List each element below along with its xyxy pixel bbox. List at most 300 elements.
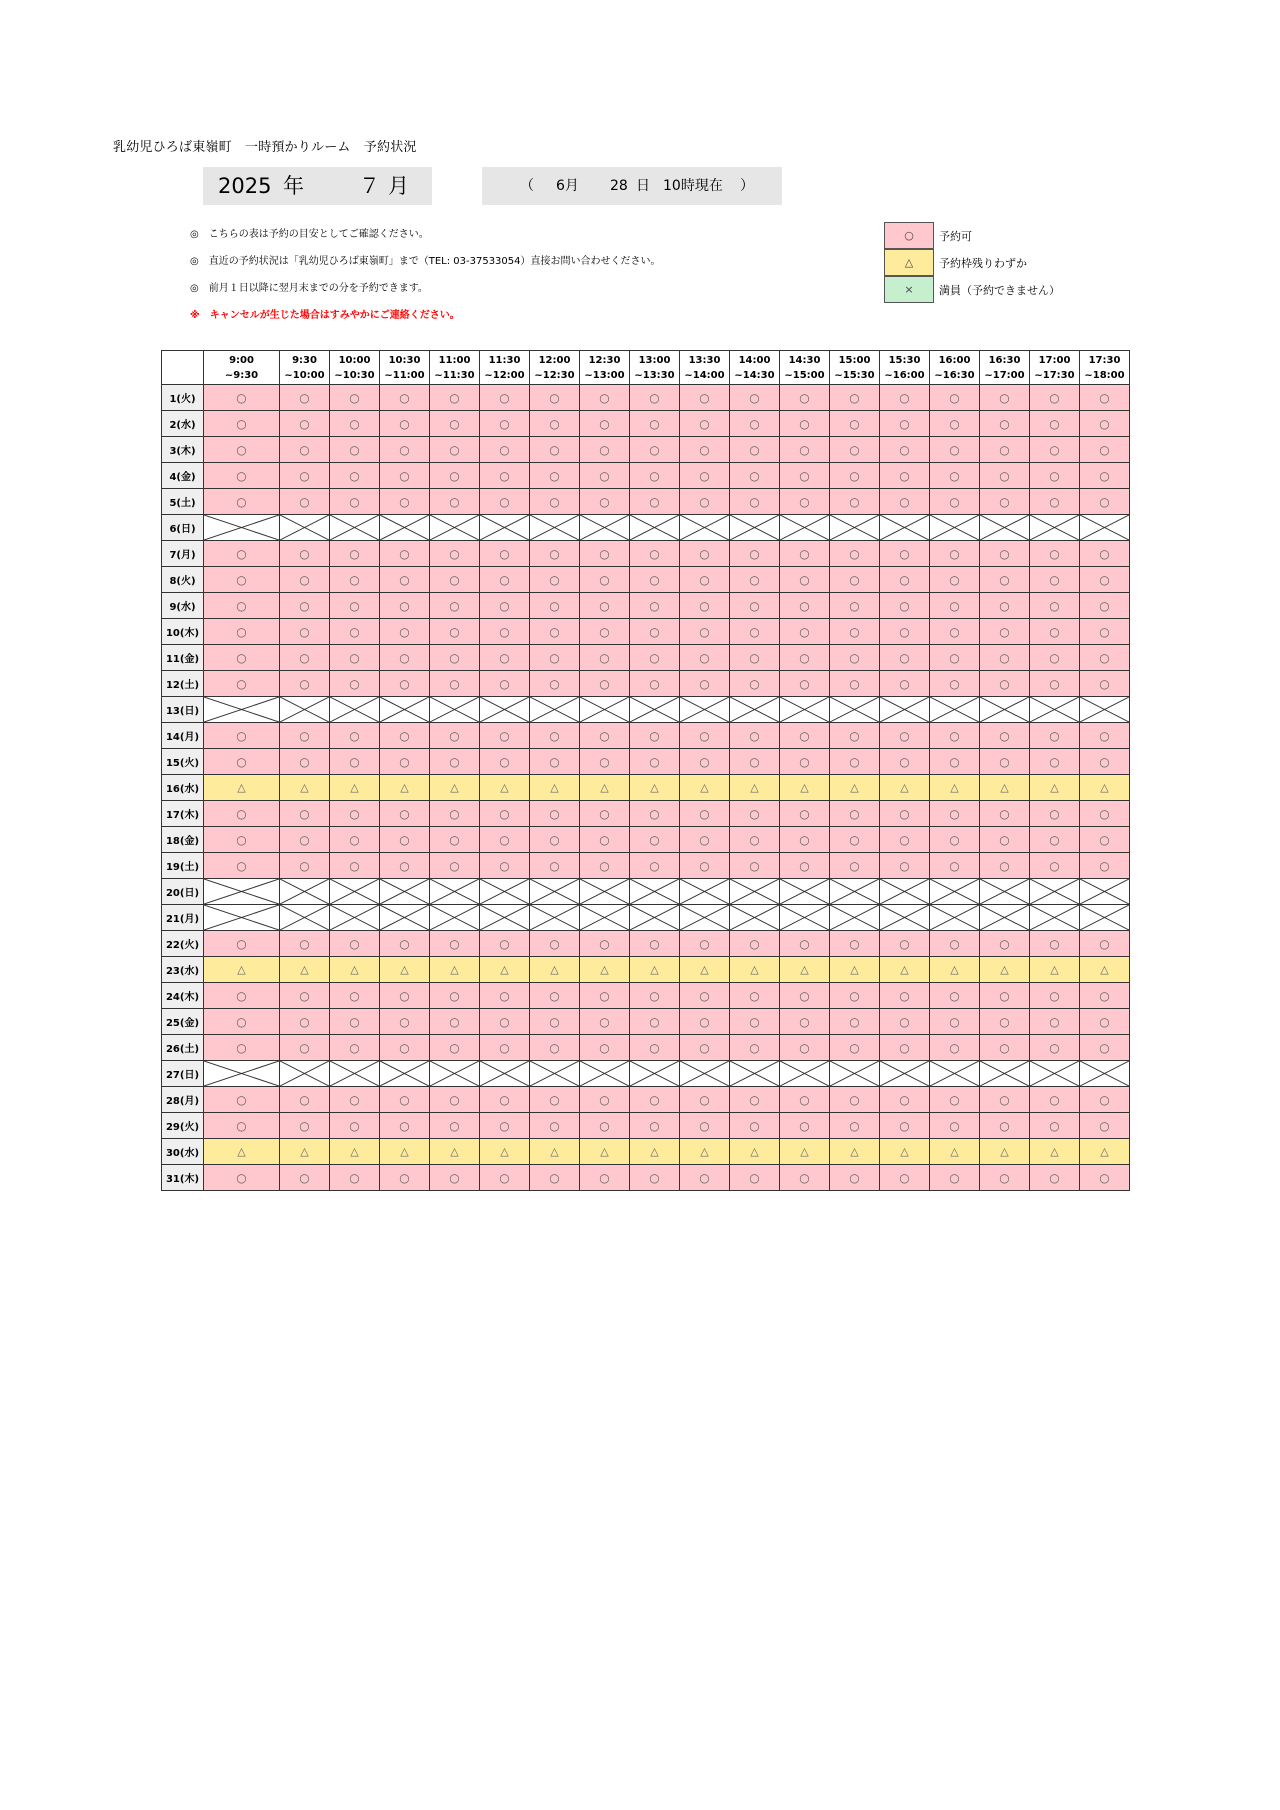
available-cell: ○ [1080, 1165, 1130, 1191]
available-cell: ○ [930, 1113, 980, 1139]
available-cell: ○ [880, 671, 930, 697]
available-cell: ○ [780, 489, 830, 515]
day-row [162, 853, 1130, 879]
available-cell: ○ [680, 931, 730, 957]
closed-cell [880, 515, 930, 541]
available-cell: ○ [530, 437, 580, 463]
closed-cell [480, 879, 530, 905]
reservation-body [162, 385, 1130, 1191]
closed-cell [430, 905, 480, 931]
few-left-cell: △ [930, 1139, 980, 1165]
available-cell: ○ [380, 567, 430, 593]
available-cell: ○ [380, 671, 430, 697]
day-row [162, 437, 1130, 463]
available-cell: ○ [680, 567, 730, 593]
day-label: 13(日) [162, 697, 204, 723]
available-cell: ○ [730, 1035, 780, 1061]
available-cell: ○ [930, 1087, 980, 1113]
cross-icon [730, 515, 779, 540]
available-cell: ○ [430, 541, 480, 567]
cross-icon [480, 515, 529, 540]
few-left-cell: △ [680, 957, 730, 983]
available-cell: ○ [380, 853, 430, 879]
available-cell: ○ [280, 411, 330, 437]
available-cell: ○ [680, 463, 730, 489]
cross-icon [1080, 697, 1129, 722]
available-cell: ○ [330, 1113, 380, 1139]
cross-icon [1030, 1061, 1079, 1086]
time-slot-start: 16:30 [988, 354, 1021, 366]
few-left-cell: △ [780, 775, 830, 801]
available-cell: ○ [580, 1113, 630, 1139]
few-left-cell: △ [204, 1139, 280, 1165]
few-left-cell: △ [1030, 775, 1080, 801]
day-row [162, 489, 1130, 515]
available-cell: ○ [1080, 749, 1130, 775]
closed-cell [330, 905, 380, 931]
closed-cell [430, 1061, 480, 1087]
cross-icon [930, 905, 979, 930]
available-cell: ○ [930, 619, 980, 645]
day-label: 1(火) [162, 385, 204, 411]
available-cell: ○ [380, 801, 430, 827]
cross-icon [730, 879, 779, 904]
available-cell: ○ [1030, 1035, 1080, 1061]
available-cell: ○ [980, 489, 1030, 515]
cross-icon [430, 1061, 479, 1086]
closed-cell [680, 697, 730, 723]
cross-icon [930, 879, 979, 904]
available-cell: ○ [580, 1165, 630, 1191]
available-cell: ○ [880, 801, 930, 827]
notes-list [190, 228, 661, 336]
time-slot-start: 11:30 [488, 354, 521, 366]
available-cell: ○ [430, 1035, 480, 1061]
available-cell: ○ [880, 931, 930, 957]
available-cell: ○ [880, 385, 930, 411]
available-cell: ○ [480, 1009, 530, 1035]
available-cell: ○ [780, 463, 830, 489]
closed-cell [880, 879, 930, 905]
day-row [162, 619, 1130, 645]
available-cell: ○ [680, 827, 730, 853]
available-cell: ○ [1030, 489, 1080, 515]
cross-icon [430, 905, 479, 930]
available-cell: ○ [480, 931, 530, 957]
available-cell: ○ [1080, 567, 1130, 593]
available-cell: ○ [530, 1087, 580, 1113]
available-cell: ○ [680, 1165, 730, 1191]
available-cell: ○ [930, 1009, 980, 1035]
few-left-cell: △ [580, 775, 630, 801]
cross-icon [830, 697, 879, 722]
closed-cell [580, 879, 630, 905]
available-cell: ○ [630, 749, 680, 775]
available-cell: ○ [1030, 827, 1080, 853]
available-cell: ○ [780, 619, 830, 645]
available-cell: ○ [330, 385, 380, 411]
available-cell: ○ [1080, 411, 1130, 437]
time-slot-end: ~17:00 [984, 369, 1025, 381]
available-cell: ○ [980, 411, 1030, 437]
day-label: 14(月) [162, 723, 204, 749]
available-cell: ○ [930, 411, 980, 437]
closed-cell [330, 1061, 380, 1087]
available-cell: ○ [330, 411, 380, 437]
available-cell: ○ [780, 749, 830, 775]
available-cell: ○ [1030, 1113, 1080, 1139]
available-cell: ○ [430, 827, 480, 853]
day-row [162, 671, 1130, 697]
few-left-cell: △ [930, 775, 980, 801]
closed-cell [580, 697, 630, 723]
available-cell: ○ [580, 827, 630, 853]
closed-cell [630, 905, 680, 931]
available-cell: ○ [580, 931, 630, 957]
available-cell: ○ [430, 645, 480, 671]
available-cell: ○ [580, 723, 630, 749]
closed-cell [680, 905, 730, 931]
available-cell: ○ [830, 723, 880, 749]
few-left-cell: △ [830, 1139, 880, 1165]
available-cell: ○ [530, 983, 580, 1009]
day-label: 6(日) [162, 515, 204, 541]
available-cell: ○ [330, 801, 380, 827]
closed-cell [680, 879, 730, 905]
available-cell: ○ [280, 437, 330, 463]
available-cell: ○ [880, 619, 930, 645]
day-row [162, 411, 1130, 437]
available-cell: ○ [480, 723, 530, 749]
available-cell: ○ [780, 853, 830, 879]
closed-cell [830, 1061, 880, 1087]
cross-icon [680, 905, 729, 930]
time-slot-header [430, 351, 480, 385]
day-label: 27(日) [162, 1061, 204, 1087]
closed-cell [480, 515, 530, 541]
available-cell: ○ [330, 827, 380, 853]
time-slot-start: 12:30 [588, 354, 621, 366]
available-cell: ○ [680, 723, 730, 749]
closed-cell [830, 905, 880, 931]
available-cell: ○ [430, 489, 480, 515]
few-left-cell: △ [730, 957, 780, 983]
available-cell: ○ [680, 749, 730, 775]
closed-cell [930, 1061, 980, 1087]
available-cell: ○ [980, 1087, 1030, 1113]
available-cell: ○ [480, 541, 530, 567]
available-cell: ○ [630, 1165, 680, 1191]
closed-cell [280, 515, 330, 541]
time-slot-start: 13:30 [688, 354, 721, 366]
day-row [162, 515, 1130, 541]
available-cell: ○ [1030, 983, 1080, 1009]
available-cell: ○ [480, 1165, 530, 1191]
available-cell: ○ [680, 593, 730, 619]
as-of-box [482, 167, 782, 205]
available-cell: ○ [830, 645, 880, 671]
available-cell: ○ [980, 931, 1030, 957]
available-cell: ○ [930, 931, 980, 957]
available-cell: ○ [980, 723, 1030, 749]
available-cell: ○ [330, 1087, 380, 1113]
few-left-cell: △ [930, 957, 980, 983]
cross-icon [330, 1061, 379, 1086]
available-cell: ○ [1080, 983, 1130, 1009]
closed-cell [480, 905, 530, 931]
available-cell: ○ [1080, 619, 1130, 645]
cross-icon [630, 879, 679, 904]
available-cell: ○ [980, 619, 1030, 645]
closed-cell [430, 515, 480, 541]
available-cell: ○ [280, 931, 330, 957]
available-cell: ○ [480, 1113, 530, 1139]
available-cell: ○ [730, 723, 780, 749]
cross-icon [330, 905, 379, 930]
time-slot-header [204, 351, 280, 385]
available-cell: ○ [980, 1009, 1030, 1035]
few-left-cell: △ [780, 957, 830, 983]
closed-cell [280, 697, 330, 723]
available-cell: ○ [630, 437, 680, 463]
available-cell: ○ [530, 1035, 580, 1061]
day-row [162, 1087, 1130, 1113]
closed-cell [830, 515, 880, 541]
closed-cell [930, 905, 980, 931]
corner-cell [162, 351, 204, 385]
day-label: 31(木) [162, 1165, 204, 1191]
available-cell: ○ [380, 463, 430, 489]
time-slot-start: 17:30 [1088, 354, 1121, 366]
available-cell: ○ [680, 619, 730, 645]
available-cell: ○ [430, 1113, 480, 1139]
day-row [162, 645, 1130, 671]
few-left-cell: △ [880, 1139, 930, 1165]
available-cell: ○ [1080, 853, 1130, 879]
available-cell: ○ [204, 541, 280, 567]
available-cell: ○ [330, 723, 380, 749]
cross-icon [580, 905, 629, 930]
cross-icon [1030, 515, 1079, 540]
available-cell: ○ [430, 385, 480, 411]
available-cell: ○ [380, 411, 430, 437]
available-cell: ○ [580, 1009, 630, 1035]
legend-swatch: ○ [884, 222, 934, 249]
available-cell: ○ [930, 749, 980, 775]
available-cell: ○ [530, 1009, 580, 1035]
available-cell: ○ [430, 723, 480, 749]
time-slot-end: ~14:30 [734, 369, 775, 381]
available-cell: ○ [830, 541, 880, 567]
few-left-cell: △ [530, 957, 580, 983]
available-cell: ○ [680, 489, 730, 515]
time-slot-header [480, 351, 530, 385]
closed-cell [980, 697, 1030, 723]
time-slot-start: 13:00 [638, 354, 671, 366]
available-cell: ○ [1030, 645, 1080, 671]
available-cell: ○ [1030, 593, 1080, 619]
closed-cell [730, 515, 780, 541]
available-cell: ○ [730, 619, 780, 645]
available-cell: ○ [330, 1165, 380, 1191]
available-cell: ○ [480, 463, 530, 489]
day-label: 30(水) [162, 1139, 204, 1165]
available-cell: ○ [330, 983, 380, 1009]
closed-cell [1080, 1061, 1130, 1087]
available-cell: ○ [780, 1035, 830, 1061]
cross-icon [280, 879, 329, 904]
closed-cell [930, 515, 980, 541]
cross-icon [380, 879, 429, 904]
available-cell: ○ [830, 671, 880, 697]
available-cell: ○ [780, 1113, 830, 1139]
available-cell: ○ [880, 411, 930, 437]
available-cell: ○ [1080, 723, 1130, 749]
cross-icon [530, 905, 579, 930]
few-left-cell: △ [980, 775, 1030, 801]
available-cell: ○ [680, 1035, 730, 1061]
closed-cell [330, 697, 380, 723]
time-slot-header [530, 351, 580, 385]
cross-icon [380, 905, 429, 930]
available-cell: ○ [980, 463, 1030, 489]
available-cell: ○ [280, 723, 330, 749]
available-cell: ○ [780, 593, 830, 619]
day-row [162, 983, 1130, 1009]
available-cell: ○ [630, 463, 680, 489]
available-cell: ○ [530, 411, 580, 437]
available-cell: ○ [430, 931, 480, 957]
available-cell: ○ [930, 983, 980, 1009]
closed-cell [980, 879, 1030, 905]
time-slot-header [280, 351, 330, 385]
closed-cell [980, 1061, 1030, 1087]
available-cell: ○ [780, 1165, 830, 1191]
available-cell: ○ [1080, 671, 1130, 697]
cross-icon [580, 1061, 629, 1086]
cross-icon [630, 1061, 679, 1086]
available-cell: ○ [280, 827, 330, 853]
available-cell: ○ [780, 541, 830, 567]
available-cell: ○ [530, 801, 580, 827]
time-slot-start: 11:00 [438, 354, 471, 366]
cross-icon [780, 879, 829, 904]
available-cell: ○ [630, 411, 680, 437]
available-cell: ○ [680, 671, 730, 697]
day-row [162, 931, 1130, 957]
available-cell: ○ [780, 983, 830, 1009]
available-cell: ○ [380, 619, 430, 645]
available-cell: ○ [730, 1009, 780, 1035]
available-cell: ○ [880, 489, 930, 515]
available-cell: ○ [830, 1113, 880, 1139]
available-cell: ○ [630, 541, 680, 567]
available-cell: ○ [730, 567, 780, 593]
day-label: 12(土) [162, 671, 204, 697]
legend-item-few-left [884, 249, 1060, 276]
available-cell: ○ [280, 1087, 330, 1113]
cross-icon [280, 697, 329, 722]
available-cell: ○ [630, 983, 680, 1009]
cross-icon [880, 697, 929, 722]
available-cell: ○ [680, 385, 730, 411]
cross-icon [1080, 905, 1129, 930]
cross-icon [204, 1061, 279, 1086]
few-left-cell: △ [580, 1139, 630, 1165]
note-item: ◎ こちらの表は予約の目安としてご確認ください。 [190, 229, 429, 240]
few-left-cell: △ [1080, 1139, 1130, 1165]
cross-icon [204, 879, 279, 904]
available-cell: ○ [480, 827, 530, 853]
available-cell: ○ [204, 619, 280, 645]
available-cell: ○ [430, 853, 480, 879]
available-cell: ○ [380, 749, 430, 775]
available-cell: ○ [730, 671, 780, 697]
cross-icon [204, 697, 279, 722]
available-cell: ○ [930, 801, 980, 827]
available-cell: ○ [730, 931, 780, 957]
available-cell: ○ [430, 619, 480, 645]
closed-cell [330, 515, 380, 541]
available-cell: ○ [680, 983, 730, 1009]
available-cell: ○ [630, 827, 680, 853]
available-cell: ○ [1030, 801, 1080, 827]
closed-cell [730, 879, 780, 905]
cross-icon [980, 697, 1029, 722]
available-cell: ○ [730, 463, 780, 489]
day-row [162, 541, 1130, 567]
time-slot-start: 12:00 [538, 354, 571, 366]
available-cell: ○ [780, 385, 830, 411]
available-cell: ○ [880, 853, 930, 879]
cross-icon [830, 905, 879, 930]
few-left-cell: △ [830, 775, 880, 801]
few-left-cell: △ [880, 775, 930, 801]
available-cell: ○ [680, 645, 730, 671]
closed-cell [780, 1061, 830, 1087]
day-label: 23(水) [162, 957, 204, 983]
available-cell: ○ [730, 593, 780, 619]
time-slot-end: ~9:30 [224, 369, 259, 381]
closed-cell [630, 697, 680, 723]
closed-cell [1030, 905, 1080, 931]
available-cell: ○ [580, 1087, 630, 1113]
available-cell: ○ [204, 1165, 280, 1191]
closed-cell [880, 1061, 930, 1087]
closed-cell [1030, 697, 1080, 723]
cross-icon [280, 515, 329, 540]
few-left-cell: △ [630, 1139, 680, 1165]
available-cell: ○ [480, 489, 530, 515]
few-left-cell: △ [330, 957, 380, 983]
day-label: 5(土) [162, 489, 204, 515]
day-label: 17(木) [162, 801, 204, 827]
day-row [162, 593, 1130, 619]
cross-icon [480, 697, 529, 722]
available-cell: ○ [630, 593, 680, 619]
day-label: 2(水) [162, 411, 204, 437]
available-cell: ○ [330, 437, 380, 463]
available-cell: ○ [880, 645, 930, 671]
available-cell: ○ [630, 1035, 680, 1061]
available-cell: ○ [830, 827, 880, 853]
available-cell: ○ [380, 983, 430, 1009]
closed-cell [380, 879, 430, 905]
few-left-cell: △ [530, 775, 580, 801]
closed-cell [930, 697, 980, 723]
available-cell: ○ [930, 1165, 980, 1191]
available-cell: ○ [780, 411, 830, 437]
